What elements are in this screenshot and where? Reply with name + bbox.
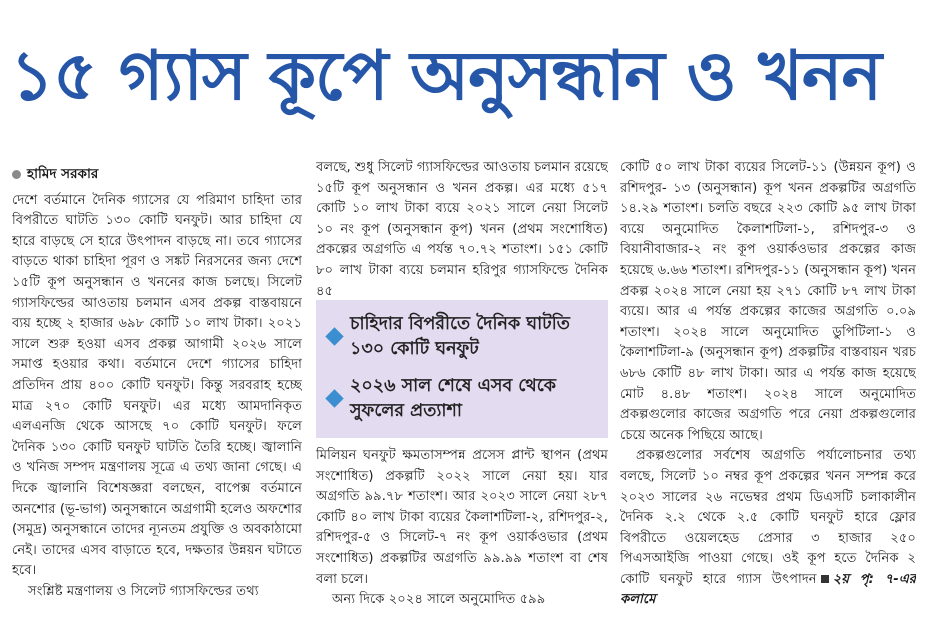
byline bbox=[12, 164, 302, 185]
article-column-3 bbox=[620, 158, 916, 633]
paragraph: বলছে, শুধু সিলেট গ্যাসফিল্ডের আওতায় চলমান রয়েছে ১৫টি কূপ অনুসন্ধান ও খনন প্রকল্প। এর মধ্যে ৫১৭ কোটি ১০ লাখ টাকা ব্যয়ে ২০২১ সালে নেয়া সিলেট ১০ নং কূপ (অনুসন্ধান কূপ) খনন (প্রথম সংশোধিত) প্রকল্পের অগ্রগতি এ পর্যন্ত ৭০.৭২ শতাংশ। ১৫১ কোটি ৮০ লাখ টাকা ব্যয়ে চলমান হরিপুর গ্যাসফিল্ডে দৈনিক ৪৫ bbox=[316, 160, 608, 299]
article-column-2-top bbox=[316, 158, 608, 300]
paragraph: মিলিয়ন ঘনফুট ক্ষমতাসম্পন্ন প্রসেস প্লান্ট স্থাপন (প্রথম সংশোধিত) প্রকল্পটি ২০২২ সালে নেয়া হয়। যার অগ্রগতি ৯৯.৭৮ শতাংশ। আর ২০২৩ সালে নেয়া ২৮৭ কোটি ৪০ লাখ টাকা ব্যয়ের কৈলাশটিলা-২, রশিদপুর-২, রশিদপুর-৫ ও সিলেট-৭ নং কূপ ওয়ার্কওভার (প্রথম সংশোধিত) প্রকল্পটির অগ্রগতি ৯৯.৯৯ শতাংশ বা শেষ বলা চলে। bbox=[316, 448, 608, 587]
square-bullet-icon bbox=[821, 575, 829, 583]
diamond-bullet-icon bbox=[325, 389, 343, 407]
paragraph bbox=[620, 446, 916, 611]
paragraph: অন্য দিকে ২০২৪ সালে অনুমোদিত ৫৯৯ bbox=[332, 592, 546, 608]
byline-bullet-icon bbox=[12, 170, 21, 179]
article-column-2-bottom bbox=[316, 446, 608, 633]
article-column-1 bbox=[12, 158, 302, 633]
continued-note: ২য় পৃ: ৭-এর কলামে bbox=[620, 571, 916, 608]
pull-quote-box bbox=[316, 300, 608, 438]
paragraph: দেশে বর্তমানে দৈনিক গ্যাসের যে পরিমাণ চাহিদা তার বিপরীতে ঘাটতি ১৩০ কোটি ঘনফুট। আর চাহিদা যে হারে বাড়ছে সে হারে উৎপাদন বাড়ছে না। তবে গ্যাসের বাড়তে থাকা চাহিদা পূরণ ও সঙ্কট নিরসনের জন্য দেশে ১৫টি কূপ অনুসন্ধান ও খননের কাজ চলছে। সিলেট গ্যাসফিল্ডের আওতায় চলমান এসব প্রকল্প বাস্তবায়নে ব্যয় হচ্ছে ২ হাজার ৬৯৮ কোটি ১০ লাখ টাকা। ২০২১ সালে শুরু হওয়া এসব প্রকল্প আগামী ২০২৬ সালে সমাপ্ত হওয়ার কথা। বর্তমানে দেশে গ্যাসের চাহিদা প্রতিদিন প্রায় ৪০০ কোটি ঘনফুট। কিন্তু সরবরাহ হচ্ছে মাত্র ২৭০ কোটি ঘনফুট। এর মধ্যে আমদানিকৃত এলএনজি থেকে আসছে ৭০ কোটি ঘনফুট। ফলে দৈনিক ১৩০ কোটি ঘনফুট ঘাটতি তৈরি হচ্ছে। জ্বালানি ও খনিজ সম্পদ মন্ত্রণালয় সূত্রে এ তথ্য জানা গেছে। এ দিকে জ্বালানি বিশেষজ্ঞরা বলছেন, বাপেক্স বর্তমানে অনশোর (ভূ-ভাগ) অনুসন্ধানে অগ্রগামী হলেও অফশোর (সমুদ্র) অনুসন্ধানে তাদের ন্যূনতম প্রযুক্তি ও অবকাঠামো নেই। তাদের এসব বাড়াতে হবে, দক্ষতার উন্নয়ন ঘটাতে হবে। bbox=[12, 192, 302, 579]
diamond-bullet-icon bbox=[325, 327, 343, 345]
pull-quote-text: ২০২৬ সাল শেষে এসব থেকে সুফলের প্রত্যাশা bbox=[350, 376, 557, 421]
paragraph: সংশ্লিষ্ট মন্ত্রণালয় ও সিলেট গ্যাসফিল্ডের তথ্য bbox=[28, 583, 259, 599]
paragraph-text: প্রকল্পগুলোর সর্বশেষ অগ্রগতি পর্যালোচনার তথ্য বলছে, সিলেট ১০ নম্বর কূপ প্রকল্পের খনন সম্পন্ন করে ২০২৩ সালের ২৬ নভেম্বর প্রথম ডিএসটি চলাকালীন দৈনিক ২.২ থেকে ২.৫ কোটি ঘনফুট হারে ফ্লোর বিপরীতে ওয়েলহেড প্রেসার ৩ হাজার ২৫০ পিএসআইজি পাওয়া গেছে। ওই কূপ হতে দৈনিক ২ কোটি ঘনফুট হারে গ্যাস উৎপাদন bbox=[620, 448, 916, 587]
pull-quote-text: চাহিদার বিপরীতে দৈনিক ঘাটতি ১৩০ কোটি ঘনফুট bbox=[350, 314, 570, 359]
headline: ১৫ গ্যাস কূপে অনুসন্ধান ও খনন bbox=[10, 37, 882, 116]
paragraph: কোটি ৫০ লাখ টাকা ব্যয়ের সিলেট-১১ (উন্নয়ন কূপ) ও রশিদপুর- ১৩ (অনুসন্ধান) কূপ খনন প্রকল্পটির অগ্রগতি ১৪.২৯ শতাংশ। চলতি বছরে ২২৩ কোটি ৯৫ লাখ টাকা ব্যয়ে অনুমোদিত কৈলাশটিলা-১, রশিদপুর-৩ ও বিয়ানীবাজার-২ নং কূপ ওয়ার্কওভার প্রকল্পের কাজ হয়েছে ৬.৬৬ শতাংশ। রশিদপুর-১১ (অনুসন্ধান কূপ) খনন প্রকল্প ২০২৪ সালে নেয়া হয় ২৭১ কোটি ৮৭ লাখ টাকা ব্যয়ে। আর এ পর্যন্ত প্রকল্পের কাজের অগ্রগতি ০.০৯ শতাংশ। ২০২৪ সালে অনুমোদিত ডুপিটিলা-১ ও কৈলাশটিলা-৯ (অনুসন্ধান কূপ) প্রকল্পটির বাস্তবায়ন খরচ ৬৮৬ কোটি ৪৮ লাখ টাকা। আর এ পর্যন্ত কাজ হয়েছে মোট ৪.৪৮ শতাংশ। ২০২৪ সালে অনুমোদিত প্রকল্পগুলোর কাজের অগ্রগতি পরে নেয়া প্রকল্পগুলোর চেয়ে অনেক পিছিয়ে আছে। bbox=[620, 160, 916, 443]
author-name: হামিদ সরকার bbox=[27, 166, 99, 182]
